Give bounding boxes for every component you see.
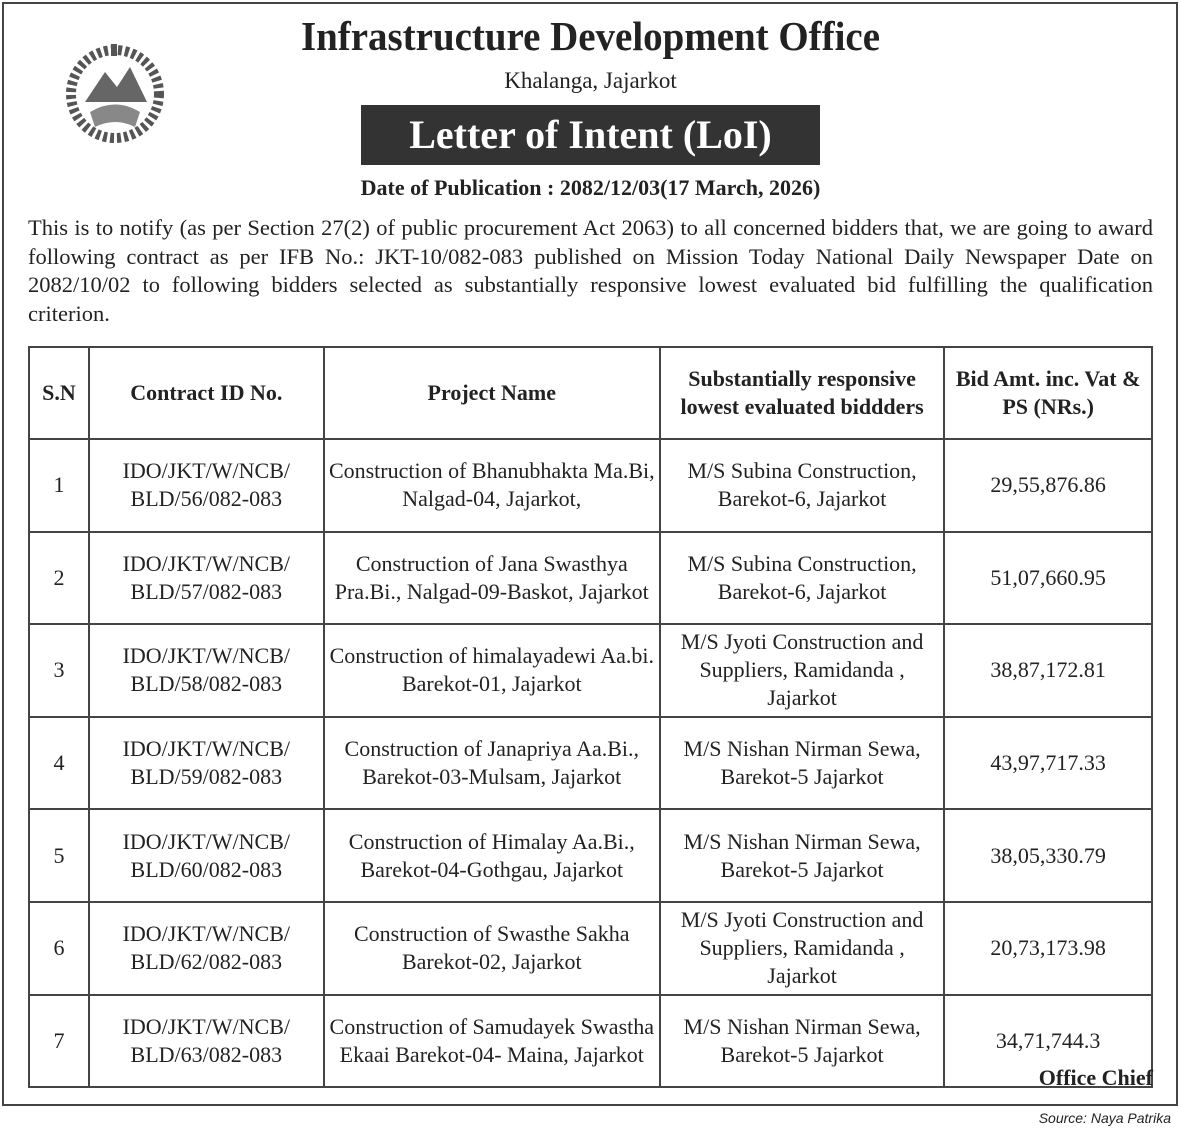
office-title: Infrastructure Development Office (300, 13, 881, 59)
column-header: Bid Amt. inc. Vat & PS (NRs.) (944, 347, 1152, 439)
project-name: Construction of Himalay Aa.Bi., Barekot-04-Gothgau, Jajarkot (324, 809, 660, 902)
bidder: M/S Nishan Nirman Sewa, Barekot-5 Jajarkot (660, 995, 944, 1088)
notice-body: This is to notify (as per Section 27(2) of public procurement Act 2063) to all concerned bidders that, we are going to award following contract as per IFB No.: JKT-10/082-083 published on Mission Today National Daily Newspaper Date on 2082/10/02 to following bidders selected as substantially responsive lowest evaluated bid fulfilling the qualification criterion. (28, 215, 1153, 326)
bid-amount: 38,87,172.81 (944, 624, 1152, 717)
project-name: Construction of himalayadewi Aa.bi. Barekot-01, Jajarkot (324, 624, 660, 717)
contract-id: IDO/JKT/W/NCB/ BLD/56/082-083 (89, 439, 324, 532)
bid-amount: 29,55,876.86 (944, 439, 1152, 532)
bidder: M/S Jyoti Construction and Suppliers, Ramidanda , Jajarkot (660, 902, 944, 995)
notice-title: Letter of Intent (LoI) (361, 105, 820, 165)
column-header: S.N (29, 347, 89, 439)
bid-amount: 34,71,744.3 (944, 995, 1152, 1088)
project-name: Construction of Janapriya Aa.Bi., Barekot-03-Mulsam, Jajarkot (324, 717, 660, 810)
bidder: M/S Subina Construction, Barekot-6, Jajarkot (660, 532, 944, 625)
table-row (29, 717, 1152, 810)
table-row (29, 532, 1152, 625)
bid-amount: 51,07,660.95 (944, 532, 1152, 625)
serial-number: 1 (29, 439, 89, 532)
serial-number: 5 (29, 809, 89, 902)
bid-amount: 38,05,330.79 (944, 809, 1152, 902)
office-location: Khalanga, Jajarkot (504, 68, 677, 93)
publication-date: Date of Publication : 2082/12/03(17 March, 2026) (360, 175, 821, 200)
column-header: Project Name (324, 347, 660, 439)
contract-id: IDO/JKT/W/NCB/ BLD/58/082-083 (89, 624, 324, 717)
contract-id: IDO/JKT/W/NCB/ BLD/62/082-083 (89, 902, 324, 995)
serial-number: 4 (29, 717, 89, 810)
table-row (29, 624, 1152, 717)
project-name: Construction of Bhanubhakta Ma.Bi, Nalgad-04, Jajarkot, (324, 439, 660, 532)
award-table (28, 346, 1153, 1088)
table-row (29, 995, 1152, 1088)
contract-id: IDO/JKT/W/NCB/ BLD/60/082-083 (89, 809, 324, 902)
contract-id: IDO/JKT/W/NCB/ BLD/59/082-083 (89, 717, 324, 810)
table-row (29, 902, 1152, 995)
project-name: Construction of Samudayek Swastha Ekaai Barekot-04- Maina, Jajarkot (324, 995, 660, 1088)
source-credit: Source: Naya Patrika (1038, 1110, 1171, 1126)
table-row (29, 809, 1152, 902)
bidder: M/S Nishan Nirman Sewa, Barekot-5 Jajarkot (660, 717, 944, 810)
contract-id: IDO/JKT/W/NCB/ BLD/63/082-083 (89, 995, 324, 1088)
project-name: Construction of Swasthe Sakha Barekot-02, Jajarkot (324, 902, 660, 995)
project-name: Construction of Jana Swasthya Pra.Bi., Nalgad-09-Baskot, Jajarkot (324, 532, 660, 625)
table-header-row (29, 347, 1152, 439)
serial-number: 3 (29, 624, 89, 717)
bidder: M/S Jyoti Construction and Suppliers, Ramidanda , Jajarkot (660, 624, 944, 717)
serial-number: 2 (29, 532, 89, 625)
table-row (29, 439, 1152, 532)
bid-amount: 20,73,173.98 (944, 902, 1152, 995)
bidder: M/S Nishan Nirman Sewa, Barekot-5 Jajarkot (660, 809, 944, 902)
serial-number: 6 (29, 902, 89, 995)
contract-id: IDO/JKT/W/NCB/ BLD/57/082-083 (89, 532, 324, 625)
column-header: Substantially responsive lowest evaluated biddders (660, 347, 944, 439)
bid-amount: 43,97,717.33 (944, 717, 1152, 810)
column-header: Contract ID No. (89, 347, 324, 439)
signature-office-chief: Office Chief (1038, 1065, 1153, 1090)
bidder: M/S Subina Construction, Barekot-6, Jajarkot (660, 439, 944, 532)
serial-number: 7 (29, 995, 89, 1088)
